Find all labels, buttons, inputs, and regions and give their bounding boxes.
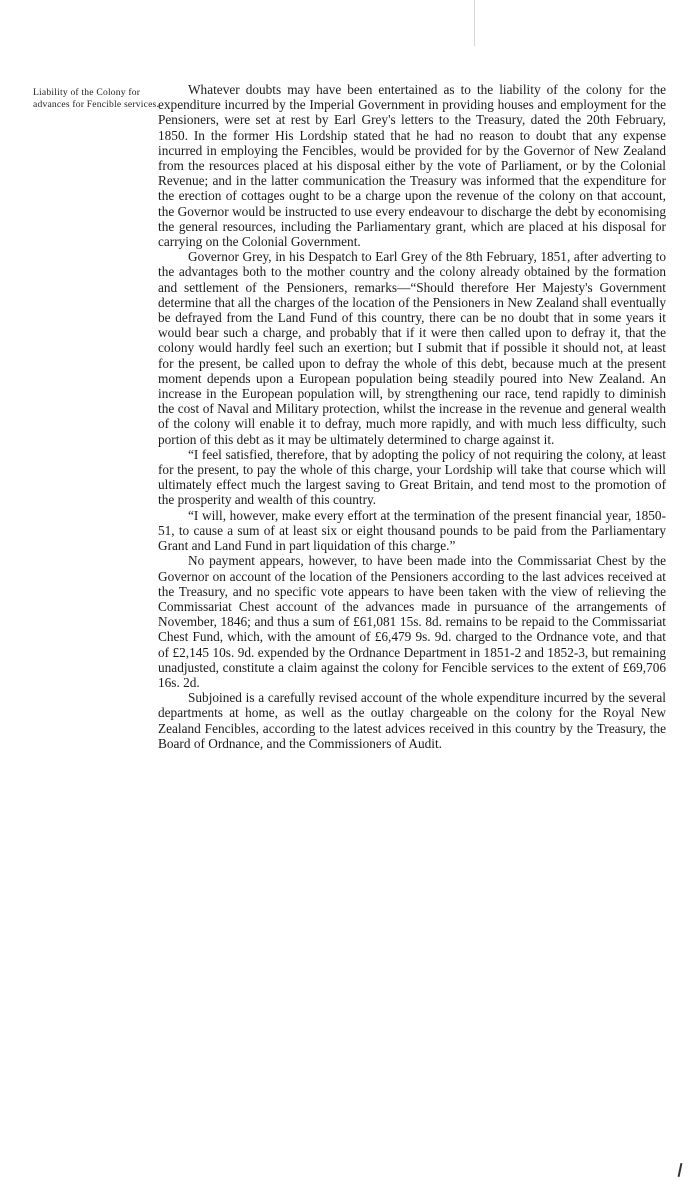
body-text xyxy=(158,82,666,751)
margin-note: Liability of the Colony for advances for Fencible services. xyxy=(33,87,160,111)
paragraph: Governor Grey, in his Despatch to Earl Grey of the 8th February, 1851, after adverting to the advantages both to the mother country and the colony already obtained by the formation and settlement of the Pensioners, remarks—“Should therefore Her Majesty's Government determine that all the charges of the location of the Pensioners in New Zealand shall eventually be defrayed from the Land Fund of this country, there can be no doubt that in some years it would bear such a charge, and probably that if it were then called upon to defray it, that the colony would hardly feel such an exertion; but I submit that if possible it should not, at least for the present, be called upon to defray the whole of this debt, because much at the present moment depends upon a European population being steadily poured into New Zealand. An increase in the European population will, by strengthening our race, tend rapidly to diminish the cost of Naval and Military protection, whilst the increase in the revenue and general wealth of the colony will enable it to defray, much more rapidly, and with much less difficulty, such portion of this debt as it may be ultimately determined to charge against it. xyxy=(158,249,666,447)
fold-line xyxy=(474,0,475,46)
corner-mark xyxy=(678,1163,683,1177)
paragraph: “I feel satisfied, therefore, that by adopting the policy of not requiring the colony, at least for the present, to pay the whole of this charge, your Lordship will take that course which will ultimately effect much the largest saving to Great Britain, and tend most to the promotion of the prosperity and wealth of this country. xyxy=(158,446,666,508)
paragraph: “I will, however, make every effort at the termination of the present financial year, 1850-51, to cause a sum of at least six or eight thousand pounds to be paid from the Parliamentary Grant and Land Fund in part liquidation of this charge.” xyxy=(158,507,666,554)
paragraph: Whatever doubts may have been entertained as to the liability of the colony for the expenditure incurred by the Imperial Government in providing houses and employment for the Pensioners, were set at rest by Earl Grey's letters to the Treasury, dated the 20th February, 1850. In the former His Lordship stated that he had no reason to doubt that any expense incurred in employing the Fencibles, would be provided for by the Governor of New Zealand from the resources placed at his disposal either by the vote of Parliament, or by the Colonial Revenue; and in the latter communication the Treasury was informed that the expenditure for the erection of cottages ought to be a charge upon the revenue of the colony on that account, the Governor would be instructed to use every endeavour to discharge the debt by economising the general resources, including the Parliamentary grant, which are placed at his disposal for carrying on the Colonial Government. xyxy=(158,82,666,250)
paragraph: No payment appears, however, to have been made into the Commissariat Chest by the Governor on account of the location of the Pensioners according to the last advices received at the Treasury, and no specific vote appears to have been taken with the view of relieving the Commissariat Chest account of the advances made in pursuance of the arrangements of November, 1846; and thus a sum of £61,081 15s. 8d. remains to be repaid to the Commissariat Chest Fund, which, with the amount of £6,479 9s. 9d. charged to the Ordnance vote, and that of £2,145 10s. 9d. expended by the Ordnance Department in 1851-2 and 1852-3, but remaining unadjusted, constitute a claim against the colony for Fencible services to the extent of £69,706 16s. 2d. xyxy=(158,553,666,690)
paragraph: Subjoined is a carefully revised account of the whole expenditure incurred by the several departments at home, as well as the outlay chargeable on the colony for the Royal New Zealand Fencibles, according to the latest advices received in this country by the Treasury, the Board of Ordnance, and the Commissioners of Audit. xyxy=(158,690,666,751)
